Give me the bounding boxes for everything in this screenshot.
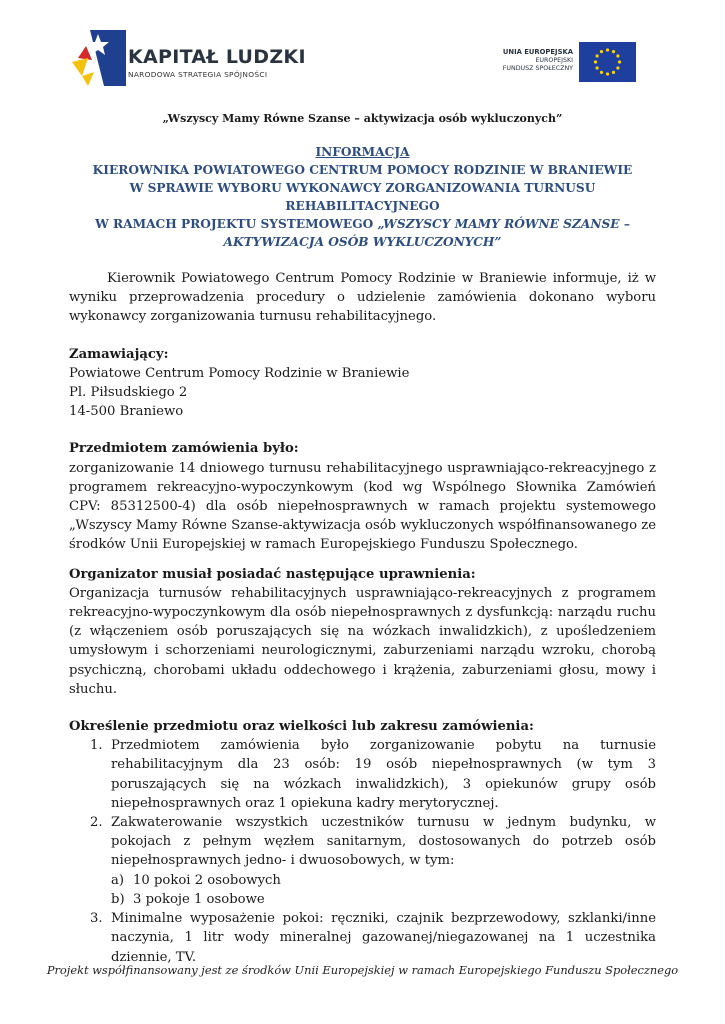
page-header <box>0 0 725 100</box>
zamawiajacy-line-3: 14-500 Braniewo <box>69 404 184 420</box>
document-content <box>69 112 656 967</box>
organizator-heading: Organizator musiał posiadać następujące uprawnienia: <box>69 566 476 582</box>
info-line-4 <box>69 215 656 233</box>
zamawiajacy-line-1: Powiatowe Centrum Pomocy Rodzinie w Braniewie <box>69 365 410 381</box>
sub-list-text: 3 pokoje 1 osobowe <box>133 891 265 907</box>
zamawiajacy-heading: Zamawiający: <box>69 346 169 362</box>
organizator-paragraph: Organizacja turnusów rehabilitacyjnych usprawniająco-rekreacyjnych z programem rekreacyjno-wypoczynkowym dla osób niepełnosprawnych z dysfunkcją: narządu ruchu (z włączeniem osób poruszających się na wózkach inwalidzkich), z upośledzeniem umysłowym i schorzeniami neurologicznymi, zaburzeniami narządu wzroku, chorobą psychiczną, chorobami układu oddechowego i krążenia, zaburzeniami głosu, mowy i słuchu. <box>69 585 656 697</box>
info-heading: INFORMACJA <box>315 145 410 159</box>
przedmiot-paragraph: zorganizowanie 14 dniowego turnusu rehabilitacyjnego usprawniająco-rekreacyjnego z programem rekreacyjno-wypoczynkowym (kod wg Wspólnego Słownika Zamówień CPV: 85312500-4) dla osób niepełnosprawnych w ramach projektu systemowego „Wszyscy Mamy Równe Szanse-aktywizacja osób wykluczonych współfinansowanego ze środków Unii Europejskiej w ramach Europejskiego Funduszu Społecznego. <box>69 460 656 553</box>
kapital-ludzki-logo-icon <box>68 28 128 88</box>
info-line-1: KIEROWNIKA POWIATOWEGO CENTRUM POMOCY RODZINIE W BRANIEWIE <box>92 163 633 177</box>
eu-line-3: FUNDUSZ SPOŁECZNY <box>502 65 573 73</box>
list-item <box>69 813 656 871</box>
list-item-text: Minimalne wyposażenie pokoi: ręczniki, czajnik bezprzewodowy, szklanki/inne naczynia, 1 litr wody mineralnej gazowanej/niegazowanej na 1 uczestnika dziennie, TV. <box>111 911 656 965</box>
info-line-4-italic: „WSZYSCY MAMY RÓWNE SZANSE – <box>377 217 630 231</box>
info-line-5: AKTYWIZACJA OSÓB WYKLUCZONYCH” <box>223 235 502 249</box>
list-item-text: Zakwaterowanie wszystkich uczestników turnusu w jednym budynku, w pokojach z pełnym węzłem sanitarnym, dostosowanych do potrzeb osób niepełnosprawnych jedno- i dwuosobowych, w tym: <box>111 815 656 869</box>
sub-list-letter: b) <box>111 891 125 907</box>
okreslenie-list <box>69 736 656 966</box>
eu-line-2: EUROPEJSKI <box>535 56 573 64</box>
info-line-3: REHABILITACYJNEGO <box>285 199 440 213</box>
list-item-number: 2. <box>90 815 103 831</box>
document-body <box>69 269 656 967</box>
list-item-text: Przedmiotem zamówienia było zorganizowanie pobytu na turnusie rehabilitacyjnym dla 23 osób: 19 osób niepełnosprawnych (w tym 3 poruszających się na wózkach inwalidzkich), 3 opiekunów grupy osób niepełnosprawnych oraz 1 opiekuna kadry merytorycznej. <box>111 738 656 811</box>
list-item <box>69 736 656 813</box>
eu-flag-icon <box>579 42 636 82</box>
project-title: „Wszyscy Mamy Równe Szanse – aktywizacja osób wykluczonych” <box>162 112 563 125</box>
intro-paragraph: Kierownik Powiatowego Centrum Pomocy Rodzinie w Braniewie informuje, iż w wyniku przeprowadzenia procedury o udzielenie zamówienia dokonano wyboru wykonawcy zorganizowania turnusu rehabilitacyjnego. <box>69 271 656 325</box>
sub-list-letter: a) <box>111 872 125 888</box>
zamawiajacy-line-2: Pl. Piłsudskiego 2 <box>69 385 188 401</box>
okreslenie-heading: Określenie przedmiotu oraz wielkości lub zakresu zamówienia: <box>69 719 534 735</box>
przedmiot-heading: Przedmiotem zamówienia było: <box>69 441 299 457</box>
sub-list-item <box>69 871 656 890</box>
kapital-ludzki-subtitle: NARODOWA STRATEGIA SPÓJNOŚCI <box>128 70 268 79</box>
sub-list-item <box>69 890 656 909</box>
list-item <box>69 909 656 967</box>
kapital-ludzki-text <box>128 46 306 79</box>
eu-logo-text <box>478 48 573 74</box>
info-block <box>69 143 656 251</box>
page-footer: Projekt współfinansowany jest ze środków Unii Europejskiej w ramach Europejskiego Funduszu Społecznego <box>46 963 679 977</box>
sub-list-text: 10 pokoi 2 osobowych <box>133 872 281 888</box>
eu-line-1: UNIA EUROPEJSKA <box>502 48 573 56</box>
list-item-number: 1. <box>90 738 103 754</box>
info-line-4-prefix: W RAMACH PROJEKTU SYSTEMOWEGO <box>95 217 378 231</box>
list-item-number: 3. <box>90 911 103 927</box>
info-line-2: W SPRAWIE WYBORU WYKONAWCY ZORGANIZOWANIA TURNUSU <box>129 181 596 195</box>
kapital-ludzki-title: KAPITAŁ LUDZKI <box>128 46 306 68</box>
